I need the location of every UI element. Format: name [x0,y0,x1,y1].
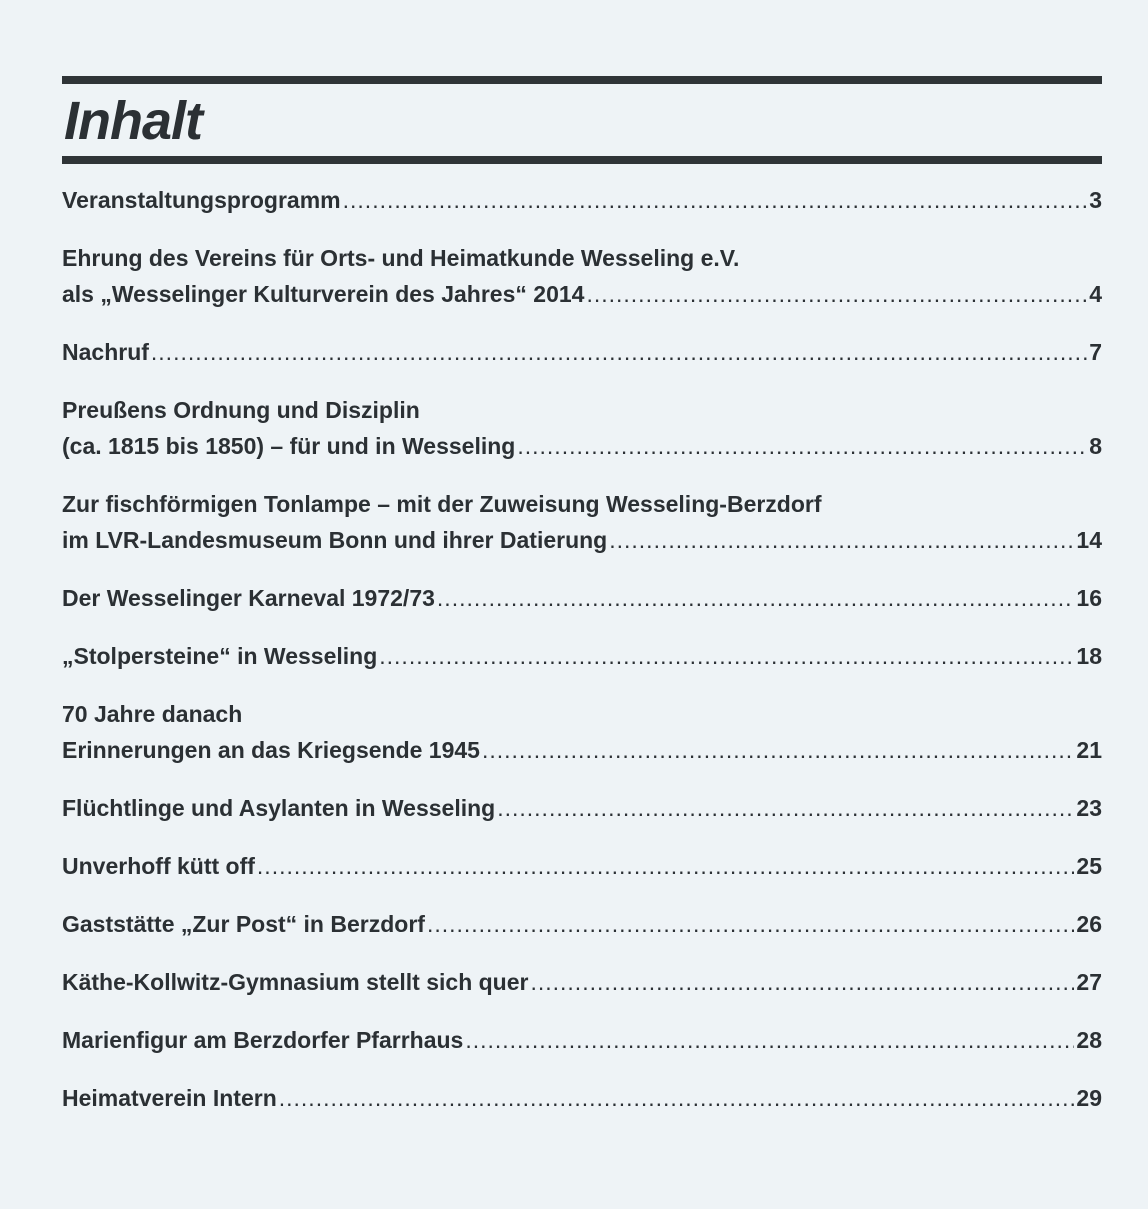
toc-entry-title: Der Wesselinger Karneval 1972/73 [62,585,435,611]
toc-entry-title: Erinnerungen an das Kriegsende 1945 [62,737,480,763]
toc-entry-row [62,906,1102,942]
contents-page [62,76,1102,1138]
toc-entry-page-number: 27 [1076,969,1102,995]
toc-entry-title: Nachruf [62,339,149,365]
title-underline-rule [62,156,1102,164]
toc-entry-page-number: 21 [1076,737,1102,763]
toc-entry-title: Gaststätte „Zur Post“ in Berzdorf [62,911,425,937]
toc-entry [62,848,1102,884]
toc-entry [62,790,1102,826]
dot-leader [257,848,1074,884]
toc-entry-row [62,1022,1102,1058]
toc-entry [62,906,1102,942]
toc-entry-page-number: 23 [1076,795,1102,821]
toc-entry [62,182,1102,218]
toc-entry-page-number: 3 [1089,187,1102,213]
toc-entry-row [62,580,1102,616]
toc-entry [62,964,1102,1000]
toc-entry-title-line1: Zur fischförmigen Tonlampe – mit der Zuweisung Wesseling-Berzdorf [62,491,822,517]
toc-entry [62,696,1102,768]
toc-entry-page-number: 4 [1089,281,1102,307]
toc-entry-title: Käthe-Kollwitz-Gymnasium stellt sich quer [62,969,529,995]
dot-leader [586,276,1087,312]
dot-leader [530,964,1074,1000]
toc-entry-title-line1: Preußens Ordnung und Disziplin [62,397,420,423]
toc-entry-page-number: 26 [1076,911,1102,937]
toc-entry-title: Flüchtlinge und Asylanten in Wesseling [62,795,496,821]
toc-entry-row [62,1080,1102,1116]
toc-entry-page-number: 7 [1089,339,1102,365]
toc-entry-row [62,428,1102,464]
toc-entry-row [62,182,1102,218]
dot-leader [437,580,1074,616]
toc-entry-page-number: 28 [1076,1027,1102,1053]
dot-leader [379,638,1074,674]
dot-leader [609,522,1074,558]
toc-entry-row [62,848,1102,884]
toc-entry-title: im LVR-Landesmuseum Bonn und ihrer Datierung [62,527,608,553]
toc-entry-page-number: 16 [1076,585,1102,611]
toc-entry-title: Veranstaltungsprogramm [62,187,341,213]
toc-entry-page-number: 18 [1076,643,1102,669]
dot-leader [279,1080,1075,1116]
toc-entry [62,486,1102,558]
toc-entry [62,580,1102,616]
toc-entry [62,638,1102,674]
toc-entry-title: Heimatverein Intern [62,1085,277,1111]
toc-entry [62,240,1102,312]
dot-leader [517,428,1087,464]
dot-leader [482,732,1074,768]
toc-entry-page-number: 14 [1076,527,1102,553]
toc-entry [62,1022,1102,1058]
toc-entry [62,334,1102,370]
dot-leader [465,1022,1074,1058]
table-of-contents [62,182,1102,1116]
dot-leader [343,182,1088,218]
top-rule [62,76,1102,84]
toc-entry-title: Marienfigur am Berzdorfer Pfarrhaus [62,1027,464,1053]
toc-entry-row [62,638,1102,674]
toc-entry [62,1080,1102,1116]
toc-entry-title: als „Wesselinger Kulturverein des Jahres“ 2014 [62,281,585,307]
toc-entry-row [62,964,1102,1000]
toc-entry-row [62,790,1102,826]
dot-leader [427,906,1074,942]
toc-entry-title: (ca. 1815 bis 1850) – für und in Wesseling [62,433,516,459]
toc-entry-title: Unverhoff kütt off [62,853,255,879]
toc-entry-page-number: 25 [1076,853,1102,879]
toc-entry-title-line1: Ehrung des Vereins für Orts- und Heimatkunde Wesseling e.V. [62,245,740,271]
toc-entry-row [62,276,1102,312]
dot-leader [151,334,1087,370]
toc-entry-row [62,334,1102,370]
page-title: Inhalt [64,91,202,151]
dot-leader [497,790,1074,826]
toc-entry-row [62,522,1102,558]
toc-entry-page-number: 29 [1076,1085,1102,1111]
toc-entry-row [62,732,1102,768]
toc-entry-title: „Stolpersteine“ in Wesseling [62,643,378,669]
toc-entry-page-number: 8 [1089,433,1102,459]
toc-entry-title-line1: 70 Jahre danach [62,701,243,727]
toc-entry [62,392,1102,464]
